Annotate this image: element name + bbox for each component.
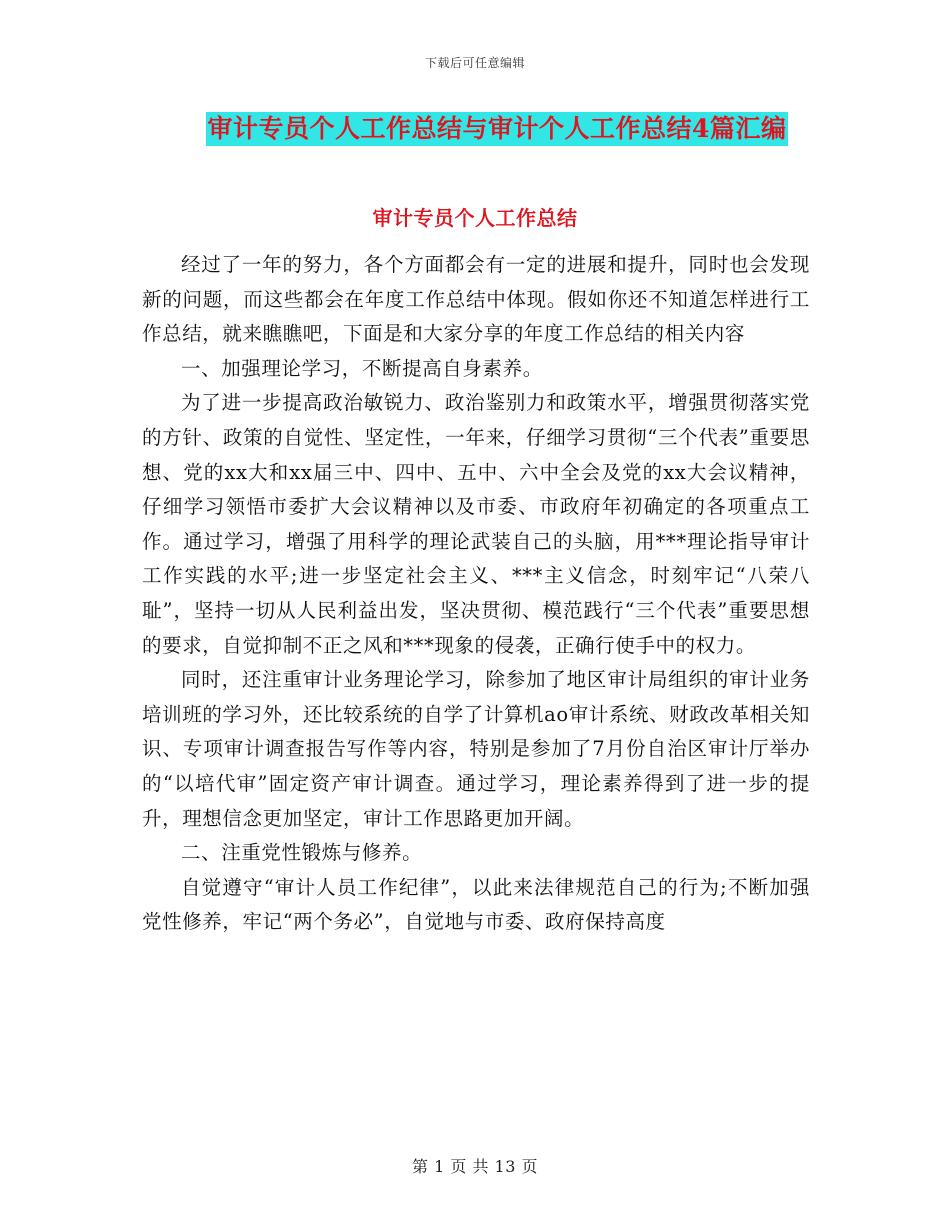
document-title: 审计专员个人工作总结与审计个人工作总结4篇汇编 — [206, 112, 789, 146]
paragraph-audit-study: 同时，还注重审计业务理论学习，除参加了地区审计局组织的审计业务培训班的学习外，还比较系统的自学了计算机ao审计系统、财政改革相关知识、专项审计调查报告写作等内容，特别是参加了7月份自治区审计厅举办的“以培代审”固定资产审计调查。通过学习，理论素养得到了进一步的提升，理想信念更加坚定，审计工作思路更加开阔。 — [142, 668, 810, 830]
document-title-container — [0, 112, 950, 146]
section-title: 审计专员个人工作总结 — [372, 206, 578, 230]
paragraph-intro: 经过了一年的努力，各个方面都会有一定的进展和提升，同时也会发现新的问题，而这些都会在年度工作总结中体现。假如你还不知道怎样进行工作总结，就来瞧瞧吧，下面是和大家分享的年度工作总结的相关内容 — [142, 253, 810, 346]
paragraph-discipline: 自觉遵守“审计人员工作纪律”，以此来法律规范自己的行为;不断加强党性修养，牢记“两个务必”，自觉地与市委、政府保持高度 — [142, 875, 810, 934]
paragraph-heading-2: 二、注重党性锻炼与修养。 — [181, 841, 423, 865]
paragraph-theory-study: 为了进一步提高政治敏锐力、政治鉴别力和政策水平，增强贯彻落实党的方针、政策的自觉性、坚定性，一年来，仔细学习贯彻“三个代表”重要思想、党的xx大和xx届三中、四中、五中、六中全会及党的xx大会议精神，仔细学习领悟市委扩大会议精神以及市委、市政府年初确定的各项重点工作。通过学习，增强了用科学的理论武装自己的头脑，用***理论指导审计工作实践的水平;进一步坚定社会主义、***主义信念，时刻牢记“八荣八耻”，坚持一切从人民利益出发，坚决贯彻、模范践行“三个代表”重要思想的要求，自觉抑制不正之风和***现象的侵袭，正确行使手中的权力。 — [142, 391, 810, 657]
paragraph-heading-1: 一、加强理论学习，不断提高自身素养。 — [181, 356, 543, 380]
header-note: 下载后可任意编辑 — [424, 56, 525, 70]
document-body — [142, 248, 810, 940]
page-number-footer: 第 1 页 共 13 页 — [412, 1157, 538, 1176]
